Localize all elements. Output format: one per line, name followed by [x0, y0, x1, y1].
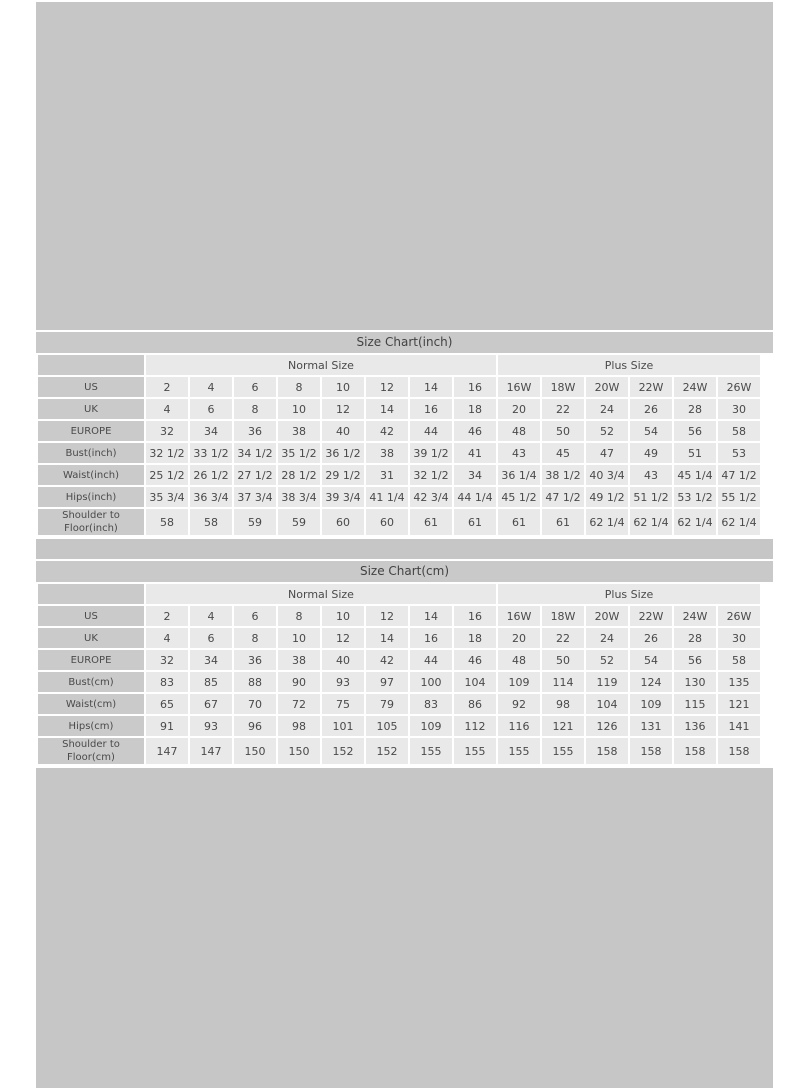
- size-value-cell: 24W: [674, 606, 716, 626]
- size-value-cell: 26W: [718, 606, 760, 626]
- size-value-cell: 109: [410, 716, 452, 736]
- size-value-cell: 16: [410, 399, 452, 419]
- size-value-cell: 38: [278, 650, 320, 670]
- size-value-cell: 88: [234, 672, 276, 692]
- size-value-cell: 155: [410, 738, 452, 764]
- size-value-cell: 37 3/4: [234, 487, 276, 507]
- gray-background-panel: [36, 2, 773, 1088]
- size-value-cell: 155: [454, 738, 496, 764]
- size-value-cell: 58: [718, 650, 760, 670]
- row-label: Waist(inch): [38, 465, 144, 485]
- size-value-cell: 98: [278, 716, 320, 736]
- size-value-cell: 31: [366, 465, 408, 485]
- size-value-cell: 18: [454, 399, 496, 419]
- size-value-cell: 8: [278, 377, 320, 397]
- chart-title: Size Chart(inch): [36, 332, 773, 353]
- size-value-cell: 53: [718, 443, 760, 463]
- size-value-cell: 8: [234, 399, 276, 419]
- size-value-cell: 29 1/2: [322, 465, 364, 485]
- size-value-cell: 152: [366, 738, 408, 764]
- size-value-cell: 48: [498, 421, 540, 441]
- table-row: [38, 628, 760, 648]
- size-value-cell: 43: [498, 443, 540, 463]
- row-label: Waist(cm): [38, 694, 144, 714]
- size-value-cell: 155: [498, 738, 540, 764]
- table-row: [38, 487, 760, 507]
- size-value-cell: 62 1/4: [674, 509, 716, 535]
- size-value-cell: 141: [718, 716, 760, 736]
- size-value-cell: 52: [586, 650, 628, 670]
- size-group-header: Normal Size: [146, 584, 496, 604]
- size-value-cell: 18W: [542, 377, 584, 397]
- size-value-cell: 147: [146, 738, 188, 764]
- size-value-cell: 46: [454, 650, 496, 670]
- size-value-cell: 104: [454, 672, 496, 692]
- size-value-cell: 121: [718, 694, 760, 714]
- size-value-cell: 36: [234, 421, 276, 441]
- size-value-cell: 86: [454, 694, 496, 714]
- corner-cell: [38, 355, 144, 375]
- size-value-cell: 61: [454, 509, 496, 535]
- size-value-cell: 50: [542, 421, 584, 441]
- size-value-cell: 6: [234, 377, 276, 397]
- size-value-cell: 16: [454, 377, 496, 397]
- size-value-cell: 131: [630, 716, 672, 736]
- size-value-cell: 4: [146, 628, 188, 648]
- size-value-cell: 44: [410, 421, 452, 441]
- row-label: US: [38, 606, 144, 626]
- size-value-cell: 47 1/2: [718, 465, 760, 485]
- size-value-cell: 79: [366, 694, 408, 714]
- size-value-cell: 44 1/4: [454, 487, 496, 507]
- size-value-cell: 16W: [498, 377, 540, 397]
- table-row: [38, 421, 760, 441]
- size-value-cell: 28: [674, 399, 716, 419]
- row-label: Hips(inch): [38, 487, 144, 507]
- size-value-cell: 152: [322, 738, 364, 764]
- table-row: [38, 465, 760, 485]
- size-value-cell: 42 3/4: [410, 487, 452, 507]
- size-value-cell: 75: [322, 694, 364, 714]
- row-label: UK: [38, 399, 144, 419]
- size-value-cell: 40: [322, 421, 364, 441]
- size-value-cell: 49: [630, 443, 672, 463]
- size-value-cell: 42: [366, 421, 408, 441]
- row-label: Shoulder to Floor(inch): [38, 509, 144, 535]
- size-value-cell: 22: [542, 628, 584, 648]
- size-group-row: [38, 355, 760, 375]
- size-value-cell: 46: [454, 421, 496, 441]
- size-value-cell: 34: [190, 650, 232, 670]
- size-value-cell: 39 1/2: [410, 443, 452, 463]
- size-value-cell: 16W: [498, 606, 540, 626]
- size-value-cell: 93: [190, 716, 232, 736]
- size-value-cell: 10: [322, 377, 364, 397]
- size-value-cell: 55 1/2: [718, 487, 760, 507]
- row-label: EUROPE: [38, 650, 144, 670]
- size-value-cell: 119: [586, 672, 628, 692]
- size-value-cell: 158: [586, 738, 628, 764]
- size-value-cell: 36 1/2: [322, 443, 364, 463]
- size-value-cell: 20: [498, 628, 540, 648]
- row-label: Hips(cm): [38, 716, 144, 736]
- size-group-header: Normal Size: [146, 355, 496, 375]
- size-value-cell: 101: [322, 716, 364, 736]
- size-value-cell: 67: [190, 694, 232, 714]
- size-value-cell: 60: [322, 509, 364, 535]
- size-value-cell: 47: [586, 443, 628, 463]
- size-value-cell: 136: [674, 716, 716, 736]
- size-chart-cm: [36, 559, 773, 768]
- size-value-cell: 6: [234, 606, 276, 626]
- size-value-cell: 33 1/2: [190, 443, 232, 463]
- size-value-cell: 54: [630, 421, 672, 441]
- size-value-cell: 38: [366, 443, 408, 463]
- size-value-cell: 54: [630, 650, 672, 670]
- size-value-cell: 34: [190, 421, 232, 441]
- size-value-cell: 100: [410, 672, 452, 692]
- size-value-cell: 70: [234, 694, 276, 714]
- size-value-cell: 22W: [630, 377, 672, 397]
- size-value-cell: 26 1/2: [190, 465, 232, 485]
- size-table-inch: [36, 353, 762, 537]
- size-value-cell: 41: [454, 443, 496, 463]
- size-value-cell: 18W: [542, 606, 584, 626]
- size-value-cell: 155: [542, 738, 584, 764]
- size-value-cell: 121: [542, 716, 584, 736]
- table-row: [38, 650, 760, 670]
- size-value-cell: 62 1/4: [630, 509, 672, 535]
- size-value-cell: 34: [454, 465, 496, 485]
- size-value-cell: 20: [498, 399, 540, 419]
- size-value-cell: 38 1/2: [542, 465, 584, 485]
- size-value-cell: 12: [366, 606, 408, 626]
- size-value-cell: 24: [586, 399, 628, 419]
- size-value-cell: 104: [586, 694, 628, 714]
- size-value-cell: 38 3/4: [278, 487, 320, 507]
- size-value-cell: 35 1/2: [278, 443, 320, 463]
- size-value-cell: 61: [542, 509, 584, 535]
- size-value-cell: 14: [410, 377, 452, 397]
- size-value-cell: 61: [410, 509, 452, 535]
- table-row: [38, 606, 760, 626]
- size-value-cell: 97: [366, 672, 408, 692]
- size-value-cell: 47 1/2: [542, 487, 584, 507]
- size-value-cell: 65: [146, 694, 188, 714]
- size-value-cell: 45 1/4: [674, 465, 716, 485]
- size-value-cell: 28: [674, 628, 716, 648]
- size-value-cell: 114: [542, 672, 584, 692]
- size-value-cell: 126: [586, 716, 628, 736]
- size-value-cell: 130: [674, 672, 716, 692]
- size-value-cell: 6: [190, 399, 232, 419]
- size-value-cell: 28 1/2: [278, 465, 320, 485]
- size-value-cell: 44: [410, 650, 452, 670]
- size-value-cell: 105: [366, 716, 408, 736]
- table-row: [38, 694, 760, 714]
- row-label: Bust(cm): [38, 672, 144, 692]
- size-value-cell: 58: [190, 509, 232, 535]
- table-row: [38, 716, 760, 736]
- size-value-cell: 35 3/4: [146, 487, 188, 507]
- size-value-cell: 36: [234, 650, 276, 670]
- size-value-cell: 41 1/4: [366, 487, 408, 507]
- size-group-header: Plus Size: [498, 355, 760, 375]
- size-value-cell: 20W: [586, 377, 628, 397]
- size-value-cell: 53 1/2: [674, 487, 716, 507]
- size-value-cell: 158: [674, 738, 716, 764]
- size-value-cell: 150: [278, 738, 320, 764]
- size-value-cell: 90: [278, 672, 320, 692]
- size-value-cell: 6: [190, 628, 232, 648]
- size-value-cell: 32: [146, 421, 188, 441]
- size-value-cell: 59: [278, 509, 320, 535]
- size-value-cell: 18: [454, 628, 496, 648]
- row-label: EUROPE: [38, 421, 144, 441]
- size-value-cell: 109: [498, 672, 540, 692]
- size-value-cell: 32 1/2: [146, 443, 188, 463]
- row-label: UK: [38, 628, 144, 648]
- size-value-cell: 147: [190, 738, 232, 764]
- size-value-cell: 22: [542, 399, 584, 419]
- size-value-cell: 4: [146, 399, 188, 419]
- row-label: Shoulder to Floor(cm): [38, 738, 144, 764]
- size-value-cell: 10: [278, 628, 320, 648]
- size-value-cell: 59: [234, 509, 276, 535]
- size-value-cell: 61: [498, 509, 540, 535]
- size-value-cell: 158: [718, 738, 760, 764]
- size-value-cell: 16: [410, 628, 452, 648]
- size-value-cell: 24: [586, 628, 628, 648]
- size-value-cell: 124: [630, 672, 672, 692]
- corner-cell: [38, 584, 144, 604]
- size-value-cell: 14: [366, 399, 408, 419]
- size-value-cell: 158: [630, 738, 672, 764]
- size-value-cell: 26W: [718, 377, 760, 397]
- size-value-cell: 4: [190, 606, 232, 626]
- size-value-cell: 43: [630, 465, 672, 485]
- size-value-cell: 49 1/2: [586, 487, 628, 507]
- size-chart-inch: [36, 330, 773, 539]
- size-value-cell: 48: [498, 650, 540, 670]
- size-value-cell: 32: [146, 650, 188, 670]
- table-row: [38, 738, 760, 764]
- size-value-cell: 34 1/2: [234, 443, 276, 463]
- size-value-cell: 39 3/4: [322, 487, 364, 507]
- size-value-cell: 25 1/2: [146, 465, 188, 485]
- size-value-cell: 72: [278, 694, 320, 714]
- size-value-cell: 85: [190, 672, 232, 692]
- table-row: [38, 672, 760, 692]
- size-value-cell: 45 1/2: [498, 487, 540, 507]
- size-value-cell: 62 1/4: [586, 509, 628, 535]
- size-value-cell: 115: [674, 694, 716, 714]
- size-value-cell: 51: [674, 443, 716, 463]
- row-label: US: [38, 377, 144, 397]
- size-value-cell: 8: [234, 628, 276, 648]
- size-value-cell: 26: [630, 399, 672, 419]
- size-value-cell: 96: [234, 716, 276, 736]
- size-value-cell: 4: [190, 377, 232, 397]
- table-row: [38, 443, 760, 463]
- size-value-cell: 22W: [630, 606, 672, 626]
- row-label: Bust(inch): [38, 443, 144, 463]
- size-value-cell: 98: [542, 694, 584, 714]
- size-value-cell: 40: [322, 650, 364, 670]
- size-value-cell: 12: [322, 399, 364, 419]
- size-value-cell: 58: [718, 421, 760, 441]
- size-value-cell: 2: [146, 377, 188, 397]
- size-group-row: [38, 584, 760, 604]
- size-value-cell: 42: [366, 650, 408, 670]
- size-value-cell: 2: [146, 606, 188, 626]
- size-value-cell: 51 1/2: [630, 487, 672, 507]
- size-value-cell: 40 3/4: [586, 465, 628, 485]
- size-value-cell: 12: [322, 628, 364, 648]
- size-value-cell: 60: [366, 509, 408, 535]
- size-value-cell: 36 3/4: [190, 487, 232, 507]
- size-value-cell: 83: [146, 672, 188, 692]
- size-value-cell: 56: [674, 650, 716, 670]
- size-value-cell: 83: [410, 694, 452, 714]
- size-value-cell: 26: [630, 628, 672, 648]
- size-value-cell: 30: [718, 399, 760, 419]
- size-value-cell: 36 1/4: [498, 465, 540, 485]
- size-value-cell: 12: [366, 377, 408, 397]
- size-value-cell: 16: [454, 606, 496, 626]
- table-row: [38, 377, 760, 397]
- size-value-cell: 135: [718, 672, 760, 692]
- size-value-cell: 45: [542, 443, 584, 463]
- size-value-cell: 58: [146, 509, 188, 535]
- size-value-cell: 91: [146, 716, 188, 736]
- size-value-cell: 112: [454, 716, 496, 736]
- size-value-cell: 10: [278, 399, 320, 419]
- size-value-cell: 150: [234, 738, 276, 764]
- size-value-cell: 20W: [586, 606, 628, 626]
- chart-title: Size Chart(cm): [36, 561, 773, 582]
- size-value-cell: 27 1/2: [234, 465, 276, 485]
- size-value-cell: 14: [410, 606, 452, 626]
- size-value-cell: 10: [322, 606, 364, 626]
- size-value-cell: 32 1/2: [410, 465, 452, 485]
- size-value-cell: 109: [630, 694, 672, 714]
- size-value-cell: 30: [718, 628, 760, 648]
- size-value-cell: 24W: [674, 377, 716, 397]
- size-value-cell: 14: [366, 628, 408, 648]
- size-value-cell: 52: [586, 421, 628, 441]
- size-table-cm: [36, 582, 762, 766]
- size-value-cell: 92: [498, 694, 540, 714]
- size-value-cell: 50: [542, 650, 584, 670]
- size-value-cell: 93: [322, 672, 364, 692]
- size-value-cell: 56: [674, 421, 716, 441]
- size-group-header: Plus Size: [498, 584, 760, 604]
- size-value-cell: 62 1/4: [718, 509, 760, 535]
- size-value-cell: 38: [278, 421, 320, 441]
- table-row: [38, 509, 760, 535]
- size-value-cell: 8: [278, 606, 320, 626]
- size-value-cell: 116: [498, 716, 540, 736]
- table-row: [38, 399, 760, 419]
